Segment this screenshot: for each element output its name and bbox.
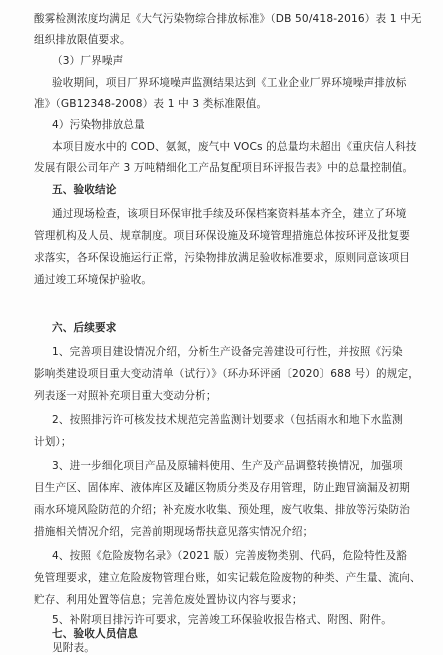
para-see-attached: 见附表。 — [52, 642, 95, 654]
req2-line2: 计划）； — [34, 436, 72, 448]
req3-line2: 目生产区、固体库、液体库区及罐区物质分类及存用管理，防止跑冒滴漏及初期 — [34, 482, 411, 494]
req1-line2: 影响类建设项目重大变动清单（试行）》（环办环评函〔2020〕688 号）的规定， — [34, 368, 419, 380]
para-conclusion-line4: 通过竣工环境保护验收。 — [34, 274, 153, 286]
req3-line3: 雨水环境风险防范的介绍；补充废水收集、预处理，废气收集、排放等污染防治 — [34, 504, 411, 516]
req1-line3: 列表逐一对照补充项目重大变动分析； — [34, 390, 217, 402]
para-conclusion-line1: 通过现场检查，该项目环保审批手续及环保档案资料基本齐全，建立了环境 — [52, 208, 407, 220]
req3-line1: 3、进一步细化项目产品及原辅料使用、生产及产品调整转换情况，加强项 — [52, 460, 403, 472]
subheading-total-emissions: 4）污染物排放总量 — [52, 119, 145, 131]
req4-line1: 4、按照《危险废物名录》（2021 版）完善废物类别、代码，危险特性及豁 — [52, 550, 407, 562]
para-conclusion-line3: 求落实，各环保设施运行正常，污染物排放满足验收标准要求，原则同意该项目 — [34, 252, 411, 264]
req3-line4: 措施相关情况介绍，完善前期现场帮扶意见落实情况介绍； — [34, 526, 314, 538]
heading-follow-up-requirements: 六、后续要求 — [52, 322, 117, 334]
heading-acceptance-conclusion: 五、验收结论 — [52, 184, 117, 196]
req4-line2: 免管理要求，建立危险废物管理台账，如实记载危险废物的种类、产生量、流向、 — [34, 572, 421, 584]
req5-line1: 5、补附项目排污许可要求，完善竣工环保验收报告格式、附图、附件。 — [52, 614, 392, 626]
para-noise-line1: 验收期间，项目厂界环境噪声监测结果达到《工业企业厂界环境噪声排放标 — [52, 77, 407, 89]
para-air-standard-line1: 酸雾检测浓度均满足《大气污染物综合排放标准》（DB 50/418-2016）表 1 中无 — [34, 13, 422, 25]
para-emissions-line1: 本项目废水中的 COD、氨氮，废气中 VOCs 的总量均未超出《重庆信人科技 — [52, 141, 417, 153]
req2-line1: 2、按照排污许可核发技术规范完善监测计划要求（包括雨水和地下水监测 — [52, 414, 403, 426]
para-emissions-line2: 发展有限公司年产 3 万吨精细化工产品复配项目环评报告表》中的总量控制值。 — [34, 162, 414, 174]
heading-personnel-info: 七、验收人员信息 — [52, 628, 138, 640]
para-air-standard-line2: 组织排放限值要求。 — [34, 34, 131, 46]
subheading-boundary-noise: （3）厂界噪声 — [52, 55, 124, 67]
req1-line1: 1、完善项目建设情况介绍，分析生产设备完善建设可行性，并按照《污染 — [52, 346, 403, 358]
req4-line3: 贮存、利用处置等信息；完善危废处置协议内容与要求； — [34, 594, 303, 606]
para-conclusion-line2: 管理机构及人员、规章制度。项目环保设施及环境管理措施总体按环评及批复要 — [34, 230, 411, 242]
para-noise-line2: 准》（GB12348-2008）表 1 中 3 类标准限值。 — [34, 98, 268, 110]
